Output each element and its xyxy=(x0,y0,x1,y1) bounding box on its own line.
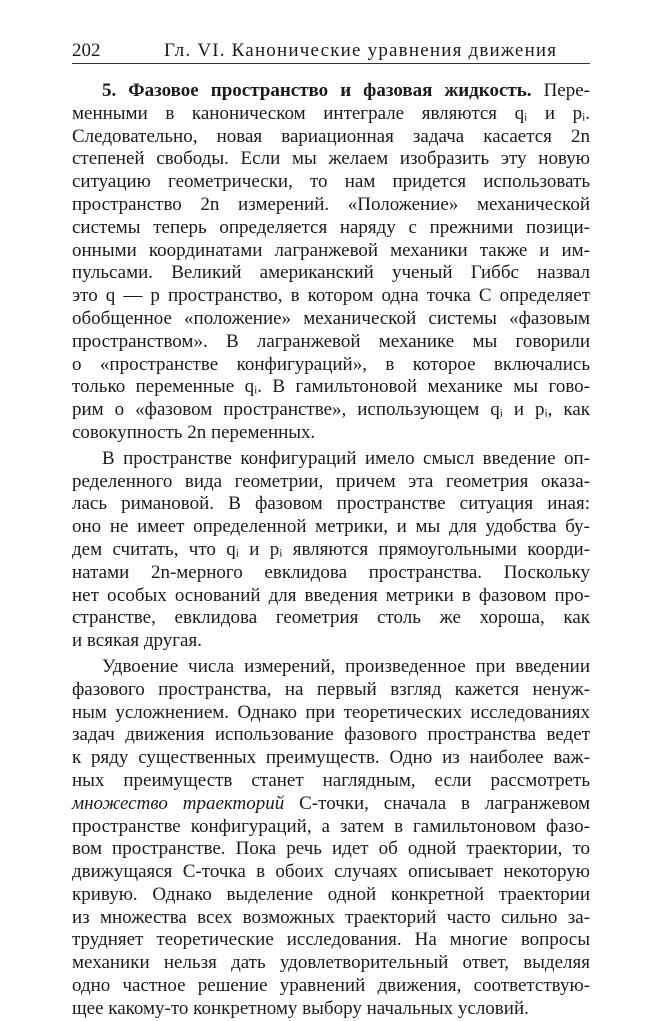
text-line: пространством». В лагранжевой механике мы говорили xyxy=(72,330,590,352)
paragraph-1 xyxy=(72,80,590,445)
text-line: щее какому-то конкретному выбору начальных условий. xyxy=(72,997,529,1019)
text-line: Удвоение числа измерений, произведенное при введении xyxy=(102,655,590,677)
text-line: В пространстве конфигураций имело смысл введение оп- xyxy=(102,447,590,469)
running-title: Гл. VI. Канонические уравнения движения xyxy=(164,40,558,61)
text-line: пространстве конфигураций, а затем в гамильтоновом фазо- xyxy=(72,815,590,837)
text-line: менными в каноническом интеграле являются qᵢ и pᵢ. xyxy=(72,102,590,124)
section-title: 5. Фазовое пространство и фазовая жидкость. xyxy=(102,80,532,101)
paragraph-2 xyxy=(72,448,590,653)
text-line: задач движения использование фазового пространства ведет xyxy=(72,724,590,746)
text-line: нет особых оснований для введения метрики в фазовом про- xyxy=(72,584,590,606)
text-line: ных преимуществ станет наглядным, если рассмотреть xyxy=(72,769,590,791)
header-rule xyxy=(72,63,590,64)
text-line: обобщенное «положение» механической системы «фазовым xyxy=(72,307,590,329)
text-line: кривую. Однако выделение одной конкретной траектории xyxy=(72,883,590,905)
text-line: вом пространстве. Пока речь идет об одной траектории, то xyxy=(72,838,590,860)
text-line: множество траекторий C-точки, сначала в лагранжевом xyxy=(72,792,591,814)
text-line: пространство 2n измерений. «Положение» механической xyxy=(72,193,590,215)
text-line: о «пространстве конфигураций», в которое включались xyxy=(72,353,590,375)
text-line: странстве, евклидова геометрия столь же хороша, как xyxy=(72,607,590,629)
text-line: движущаяся C-точка в обоих случаях описывает некоторую xyxy=(72,861,590,883)
text-line: лась римановой. В фазовом пространстве ситуация иная: xyxy=(72,493,590,515)
text-line: это q — p пространство, в котором одна точка C определяет xyxy=(72,285,590,307)
page-body xyxy=(72,80,590,1021)
text-line: ределенного вида геометрии, причем эта геометрия оказа- xyxy=(72,470,590,492)
text-line: системы теперь определяется наряду с прежними позици- xyxy=(72,216,590,238)
text-line: степеней свободы. Если мы желаем изобразить эту новую xyxy=(72,148,590,170)
text-line: оно не имеет определенной метрики, и мы для удобства бу- xyxy=(72,516,590,538)
text-line: пульсами. Великий американский ученый Гиббс назвал xyxy=(72,262,590,284)
text-line: только переменные qᵢ. В гамильтоновой механике мы гово- xyxy=(72,376,590,398)
text-line: дем считать, что qᵢ и pᵢ являются прямоугольными коорди- xyxy=(72,538,590,560)
text-line: рим о «фазовом пространстве», использующем qᵢ и pᵢ, как xyxy=(72,399,590,421)
text-line: к ряду существенных преимуществ. Одно из наиболее важ- xyxy=(72,747,590,769)
text-line: одно частное решение уравнений движения, соответствую- xyxy=(72,975,590,997)
text-line: и всякая другая. xyxy=(72,630,202,652)
page-number: 202 xyxy=(72,40,101,61)
text-line: ситуацию геометрически, то нам придется использовать xyxy=(72,171,590,193)
text-line: натами 2n-мерного евклидова пространства. Поскольку xyxy=(72,561,590,583)
text-line: механики нельзя дать удовлетворительный ответ, выделяя xyxy=(72,952,590,974)
text-line: 5. Фазовое пространство и фазовая жидкость. Пере- xyxy=(102,80,590,101)
text-line: онными координатами лагранжевой механики также и им- xyxy=(72,239,590,261)
paragraph-3 xyxy=(72,656,590,1021)
text-line: трудняет теоретические исследования. На многие вопросы xyxy=(72,929,590,951)
text-line: ным усложнением. Однако при теоретических исследованиях xyxy=(72,701,590,723)
text-line: из множества всех возможных траекторий часто сильно за- xyxy=(72,906,590,928)
text-line: совокупность 2n переменных. xyxy=(72,421,316,443)
text-line: Следовательно, новая вариационная задача касается 2n xyxy=(72,125,590,147)
text-line: фазового пространства, на первый взгляд кажется ненуж- xyxy=(72,678,590,700)
running-header xyxy=(72,40,592,62)
